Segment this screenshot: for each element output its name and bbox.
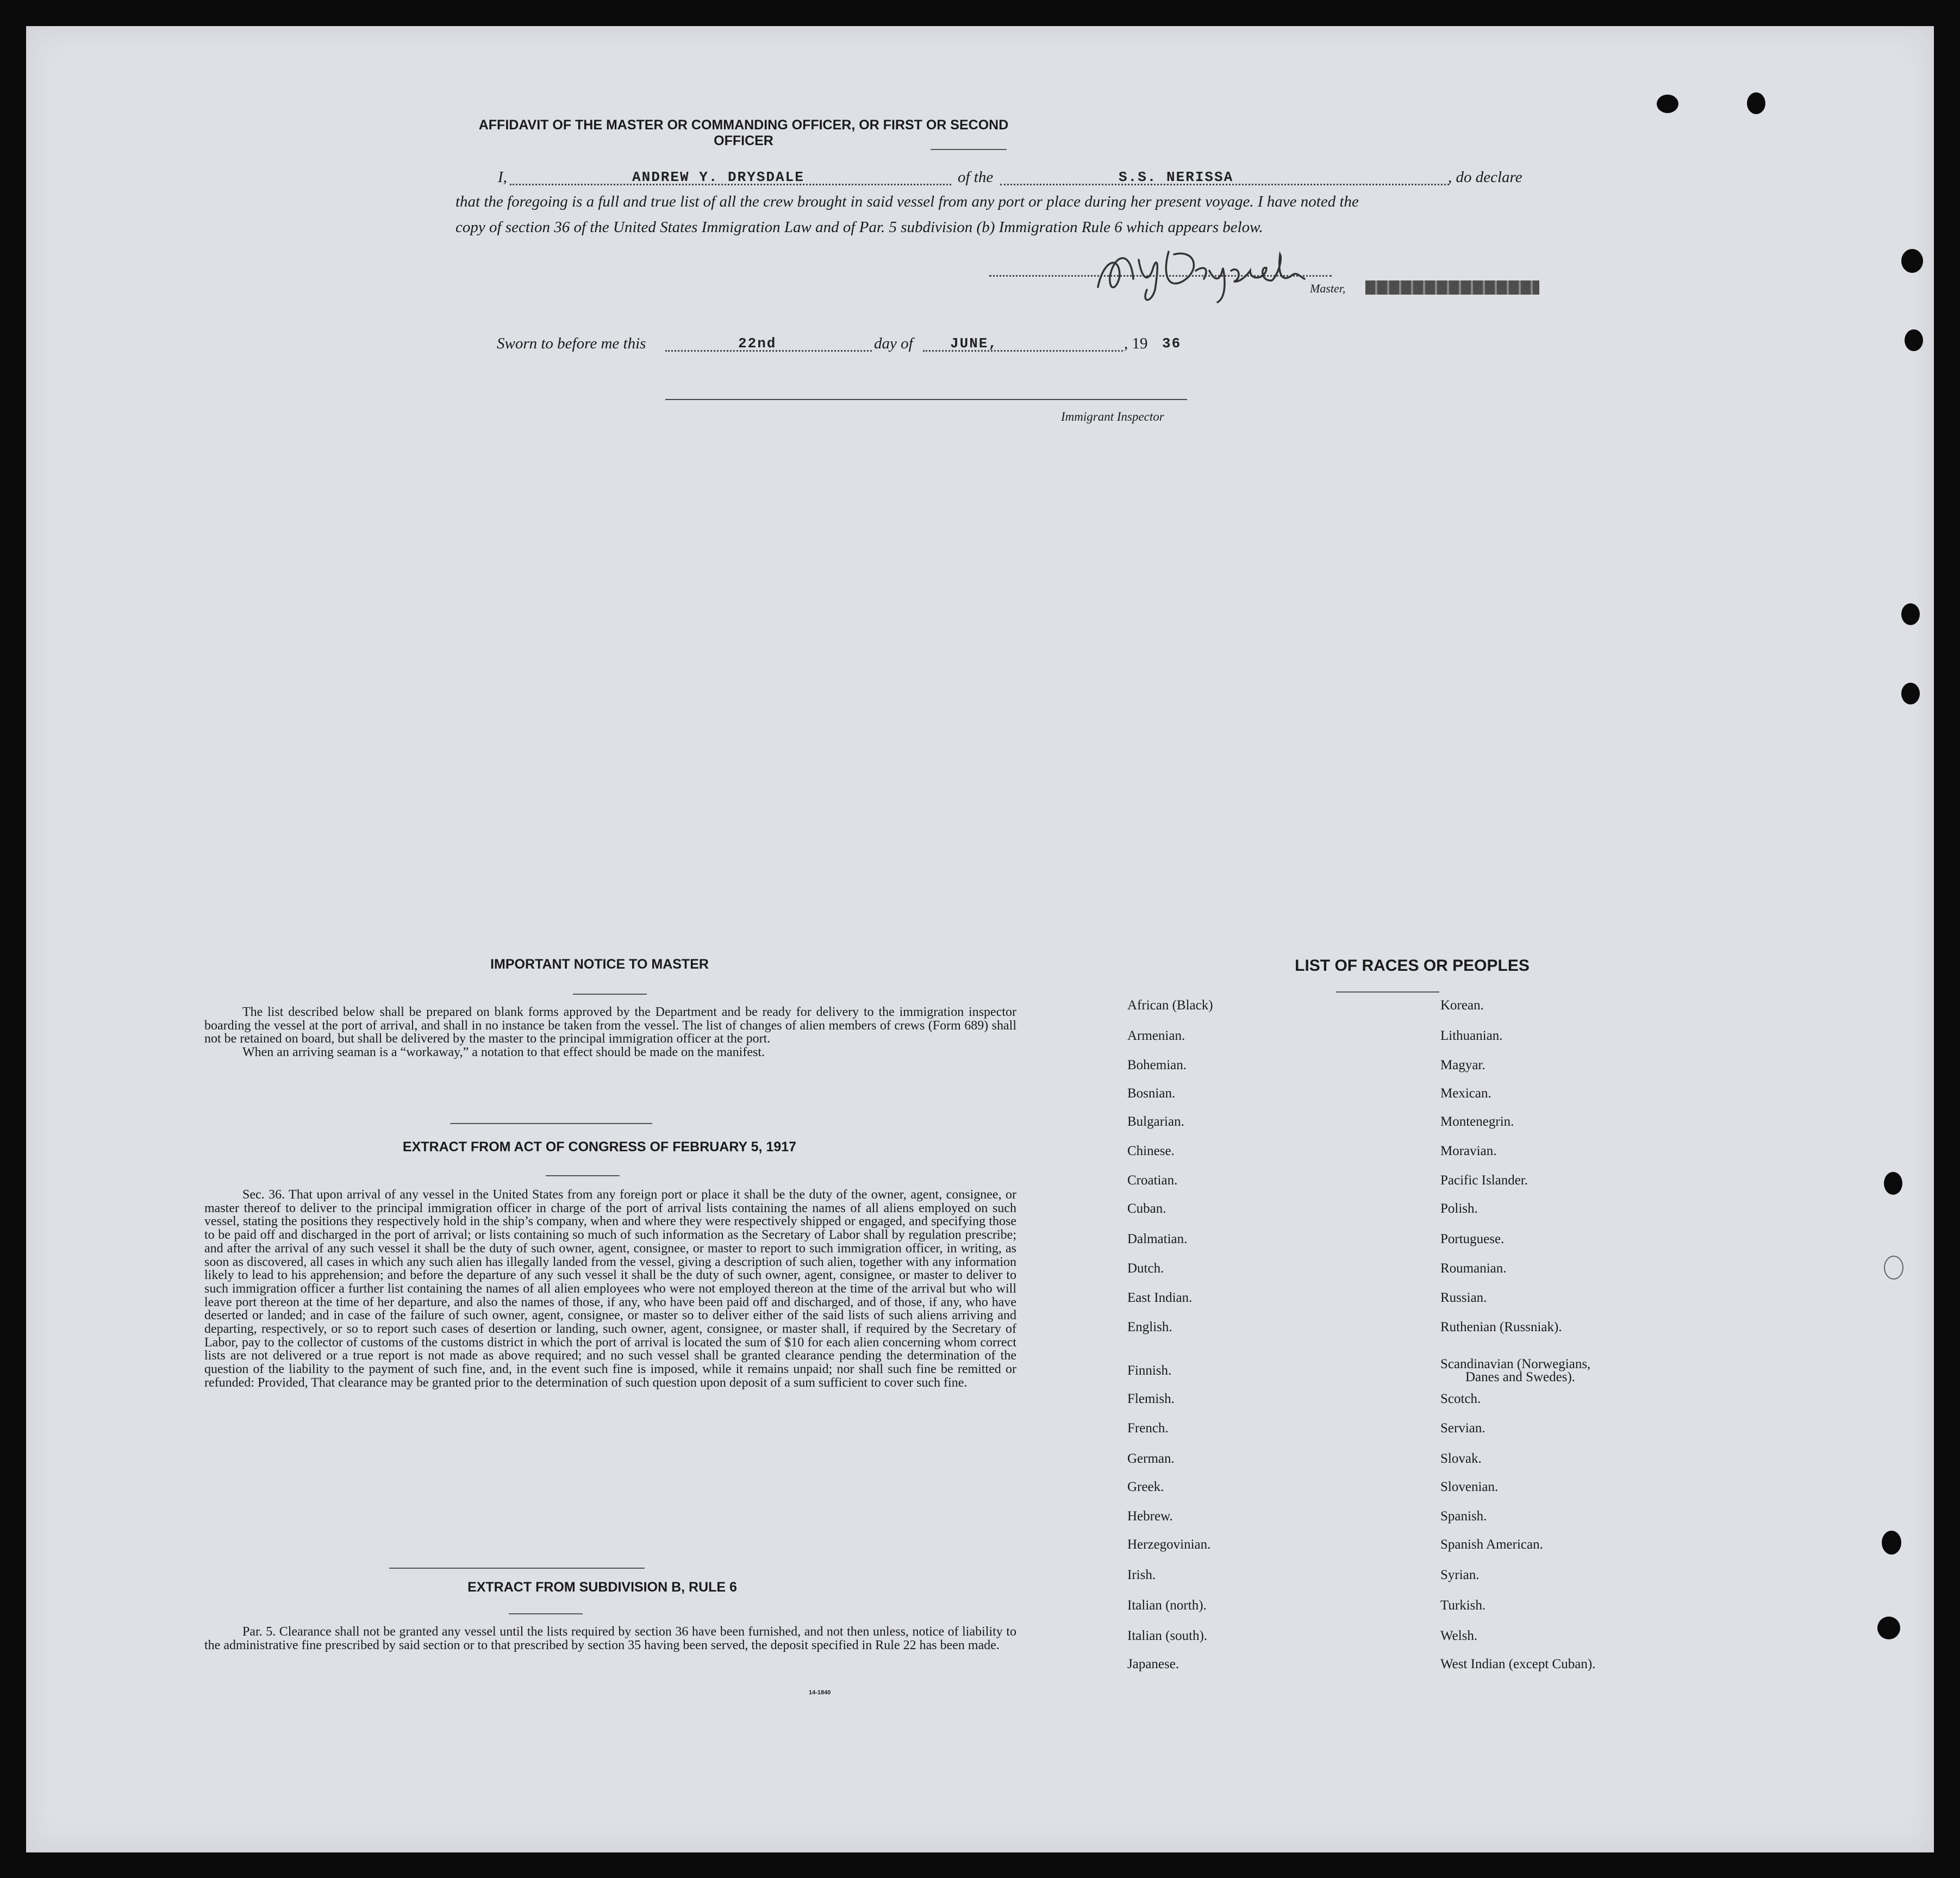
notice-title: IMPORTANT NOTICE TO MASTER — [490, 957, 709, 972]
race-item: Flemish. — [1127, 1392, 1175, 1406]
race-item: Italian (north). — [1127, 1598, 1207, 1613]
declaration-line-3: copy of section 36 of the United States Immigration Law and of Par. 5 subdivision (b) Immigration Rule 6 which appears below. — [455, 219, 1263, 236]
notice-end-divider — [450, 1123, 652, 1124]
race-item: Turkish. — [1440, 1598, 1486, 1613]
race-item: Scotch. — [1440, 1392, 1481, 1406]
declarant-prefix: I, — [498, 169, 507, 186]
race-item: Herzegovinian. — [1127, 1537, 1211, 1552]
struck-out-text — [1365, 280, 1539, 295]
binder-hole — [1901, 249, 1923, 273]
race-item: English. — [1127, 1320, 1172, 1334]
race-item: Spanish American. — [1440, 1537, 1543, 1552]
race-item: East Indian. — [1127, 1290, 1193, 1305]
master-signature — [1087, 238, 1391, 309]
master-label: Master, — [1310, 282, 1346, 295]
sworn-month: JUNE, — [950, 335, 998, 352]
race-item: Greek. — [1127, 1480, 1164, 1494]
act-extract-title: EXTRACT FROM ACT OF CONGRESS OF FEBRUARY 5, 1917 — [402, 1139, 797, 1155]
race-item: Chinese. — [1127, 1144, 1175, 1158]
binder-hole — [1905, 329, 1923, 351]
act-extract-divider — [546, 1175, 620, 1176]
binder-hole — [1882, 1531, 1901, 1555]
rule-extract-divider — [509, 1613, 583, 1614]
race-item: West Indian (except Cuban). — [1440, 1657, 1596, 1671]
race-item: Spanish. — [1440, 1509, 1487, 1524]
race-item: Pacific Islander. — [1440, 1173, 1528, 1188]
races-title: LIST OF RACES OR PEOPLES — [1295, 957, 1530, 975]
inspector-line — [665, 399, 1187, 400]
race-item: German. — [1127, 1451, 1175, 1466]
race-item: Polish. — [1440, 1201, 1478, 1216]
of-the-label: of the — [958, 169, 994, 186]
race-item: Hebrew. — [1127, 1509, 1173, 1524]
sworn-prefix: Sworn to before me this — [497, 335, 646, 352]
binder-hole — [1901, 603, 1920, 625]
race-item: Dalmatian. — [1127, 1232, 1188, 1246]
notice-paragraph-1: The list described below shall be prepared on blank forms approved by the Department and be ready for delivery to the immigration inspector boarding the vessel at the port of arrival, and shall in no instance be taken from the vessel. The list of changes of alien members of crews (Form 689) shall not be retained on board, but shall be delivered by the master to the principal immigration officer at the port. — [204, 1005, 1016, 1046]
binder-hole — [1747, 92, 1765, 114]
document-sheet — [26, 26, 1934, 1852]
rule-extract-title: EXTRACT FROM SUBDIVISION B, RULE 6 — [467, 1580, 737, 1595]
race-item: Roumanian. — [1440, 1261, 1507, 1276]
binder-hole — [1884, 1172, 1902, 1195]
race-item: Mexican. — [1440, 1086, 1491, 1101]
race-item: Slovak. — [1440, 1451, 1482, 1466]
race-item: Slovenian. — [1440, 1480, 1499, 1494]
race-item: Cuban. — [1127, 1201, 1166, 1216]
race-item: Japanese. — [1127, 1657, 1179, 1671]
race-item: Welsh. — [1440, 1629, 1478, 1643]
act-extract-paragraph: Sec. 36. That upon arrival of any vessel in the United States from any foreign port or place it shall be the duty of the owner, agent, consignee, or master thereof to deliver to the principal immigration officer in charge of the port of arrival lists containing the names of all aliens employed on such vessel, stating the positions they respectively hold in the ship’s company, when and where they were respectively shipped or engaged, and specifying those to be paid off and discharged in the port of arrival; or lists containing so much of such information as the Secretary of Labor shall by regulation prescribe; and after the arrival of any such vessel it shall be the duty of such owner, agent, consignee, or master to report to such immigration officer, in writing, as soon as discovered, all cases in which any such alien has illegally landed from the vessel, giving a description of such alien, together with any information likely to lead to his apprehension; and before the departure of any such vessel it shall be the duty of such owner, agent, consignee, or master to deliver to such immigration officer a further list containing the names of all alien employees who were not employed thereon at the time of the arrival but who will leave port thereon at the time of her departure, and also the names of those, if any, who have been paid off and discharged, and of those, if any, who have deserted or landed; and in case of the failure of such owner, agent, consignee, or master so to deliver either of the said lists of such aliens arriving and departing, respectively, or so to report such cases of desertion or landing, such owner, agent, consignee, or master shall, if required by the Secretary of Labor, pay to the collector of customs of the customs district in which the port of arrival is located the sum of $10 for each alien concerning whom correct lists are not delivered or a true report is not made as above required; and no such vessel shall be granted clearance pending the determination of the question of the liability to the payment of such fine, and, in the event such fine is imposed, while it remains unpaid; nor shall such fine be remitted or refunded: Provided, That clearance may be granted prior to the determination of such question upon deposit of a sum sufficient to cover such fine. — [204, 1188, 1016, 1390]
binder-hole — [1877, 1617, 1900, 1639]
race-item: Scandinavian (Norwegians, — [1440, 1357, 1591, 1371]
race-item: Montenegrin. — [1440, 1114, 1514, 1129]
notice-paragraph-2: When an arriving seaman is a “workaway,” a notation to that effect should be made on the manifest. — [242, 1045, 765, 1060]
act-extract-text — [204, 1188, 1016, 1390]
races-divider — [1336, 991, 1439, 993]
sworn-day: 22nd — [738, 335, 777, 352]
race-item: Croatian. — [1127, 1173, 1178, 1188]
race-item: Armenian. — [1127, 1028, 1185, 1043]
race-item: Portuguese. — [1440, 1232, 1505, 1246]
race-item: Bohemian. — [1127, 1058, 1187, 1072]
race-item: Syrian. — [1440, 1568, 1480, 1582]
race-item: African (Black) — [1127, 998, 1213, 1013]
binder-hole — [1901, 683, 1920, 704]
race-item: Servian. — [1440, 1421, 1485, 1436]
declaration-line-2: that the foregoing is a full and true list of all the crew brought in said vessel from any port or place during her present voyage. I have noted the — [455, 193, 1359, 210]
year-prefix: , 19 — [1124, 335, 1148, 352]
race-item: Moravian. — [1440, 1144, 1497, 1158]
race-item: Ruthenian (Russniak). — [1440, 1320, 1562, 1334]
race-item: Bosnian. — [1127, 1086, 1176, 1101]
declare-label: , do declare — [1448, 169, 1522, 186]
race-item: Magyar. — [1440, 1058, 1485, 1072]
act-extract-end-divider — [389, 1568, 645, 1569]
binder-hole — [1884, 1256, 1903, 1280]
master-name: ANDREW Y. DRYSDALE — [632, 169, 804, 185]
vessel-name: S.S. NERISSA — [1119, 169, 1234, 185]
form-number: 14-1840 — [809, 1689, 831, 1696]
inspector-label: Immigrant Inspector — [1061, 410, 1164, 423]
notice-text — [204, 1006, 1016, 1059]
year-suffix: 36 — [1162, 335, 1182, 352]
race-item: Finnish. — [1127, 1363, 1172, 1378]
race-item: Italian (south). — [1127, 1629, 1208, 1643]
signature-text: AYDrysdale — [1087, 238, 1090, 239]
race-item: Irish. — [1127, 1568, 1156, 1582]
rule-extract-paragraph: Par. 5. Clearance shall not be granted any vessel until the lists required by section 36 have been furnished, and not then unless, notice of liability to the administrative fine prescribed by said section or to that prescribed by section 35 having been served, the deposit specified in Rule 22 has been made. — [204, 1625, 1016, 1652]
affidavit-title: AFFIDAVIT OF THE MASTER OR COMMANDING OFFICER, OR FIRST OR SECOND OFFICER — [478, 117, 1009, 148]
notice-divider — [573, 994, 647, 995]
race-item: Korean. — [1440, 998, 1484, 1013]
race-item-continuation: Danes and Swedes). — [1465, 1370, 1576, 1384]
race-item: French. — [1127, 1421, 1169, 1436]
day-of-label: day of — [874, 335, 913, 352]
binder-hole — [1657, 95, 1678, 113]
title-divider — [931, 149, 1007, 150]
race-item: Lithuanian. — [1440, 1028, 1503, 1043]
rule-extract-text — [204, 1625, 1016, 1652]
race-item: Russian. — [1440, 1290, 1487, 1305]
race-item: Dutch. — [1127, 1261, 1164, 1276]
race-item: Bulgarian. — [1127, 1114, 1184, 1129]
